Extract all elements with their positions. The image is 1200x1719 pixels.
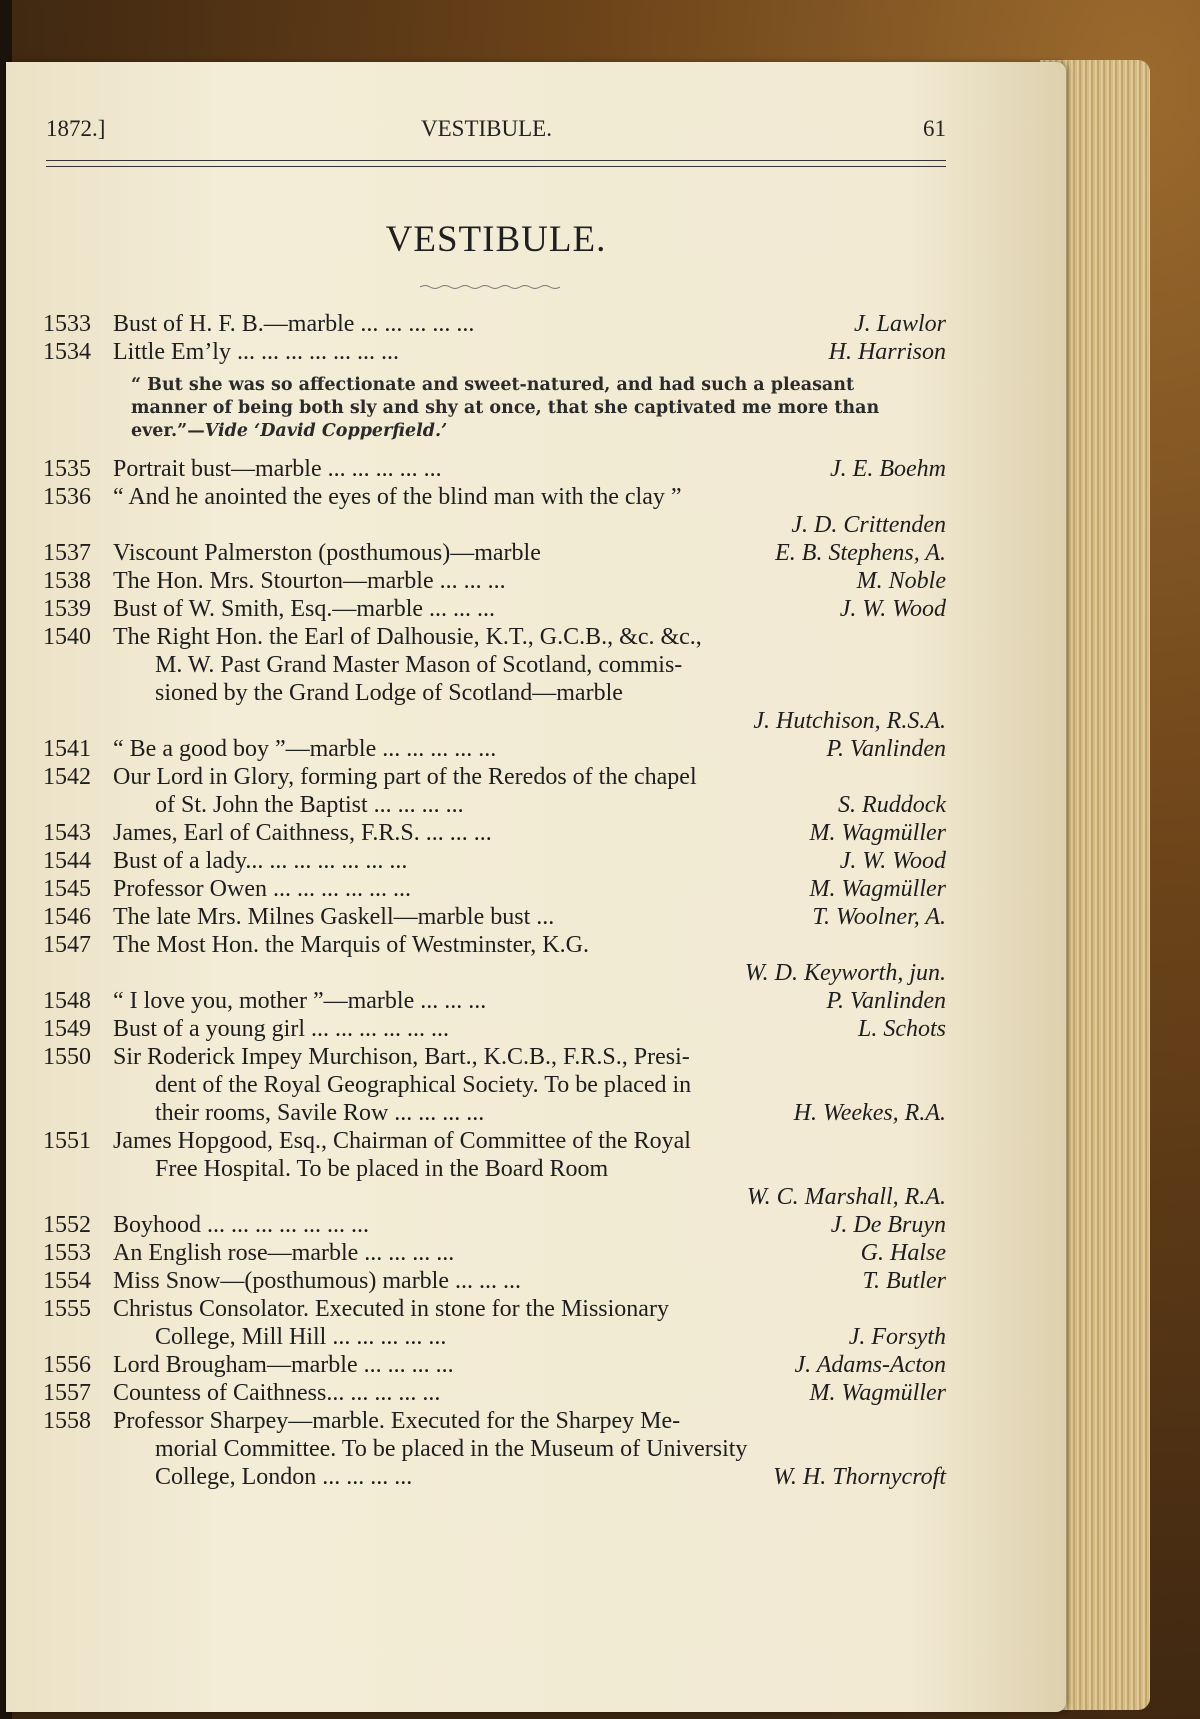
entry-title: Viscount Palmerston (posthumous)—marble — [113, 540, 541, 566]
entry-line — [43, 1155, 946, 1183]
entry-number: 1548 — [43, 988, 91, 1014]
entry-artist: M. Wagmüller — [809, 1380, 946, 1406]
entry-line — [43, 1295, 946, 1323]
entry-line — [43, 1071, 946, 1099]
entry-title: of St. John the Baptist ... ... ... ... — [155, 792, 464, 818]
entry-line — [43, 1183, 946, 1211]
quote-text: “ But she was so affectionate and sweet-natured, and had such a pleasant manner of being both sly and shy at once, that she captivated me more than ever.”— — [131, 375, 880, 441]
entry-line — [43, 735, 946, 763]
entry-line — [43, 1463, 946, 1491]
entry-line — [43, 987, 946, 1015]
entry-line — [43, 847, 946, 875]
entry-title: Professor Owen ... ... ... ... ... ... — [113, 876, 411, 902]
entry-artist: J. W. Wood — [839, 848, 946, 874]
entry-line — [43, 1267, 946, 1295]
entry-number: 1552 — [43, 1212, 91, 1238]
catalogue-entries — [43, 310, 946, 1491]
entry-artist: J. Adams-Acton — [794, 1352, 946, 1378]
entry-line — [43, 595, 946, 623]
entry-line — [43, 791, 946, 819]
entry-artist: E. B. Stephens, A. — [775, 540, 946, 566]
entry-title: sioned by the Grand Lodge of Scotland—marble — [155, 680, 623, 706]
entry-title: An English rose—marble ... ... ... ... — [113, 1240, 455, 1266]
entry-number: 1537 — [43, 540, 91, 566]
entry-number: 1554 — [43, 1268, 91, 1294]
entry-number: 1533 — [43, 311, 91, 337]
entry-line — [43, 1043, 946, 1071]
entry-artist: T. Butler — [862, 1268, 946, 1294]
entry-line — [43, 455, 946, 483]
entry-title: James Hopgood, Esq., Chairman of Committee of the Royal — [113, 1128, 691, 1154]
entry-number: 1551 — [43, 1128, 91, 1154]
entry-line — [43, 1239, 946, 1267]
entry-title: Bust of W. Smith, Esq.—marble ... ... ... — [113, 596, 496, 622]
entry-number: 1549 — [43, 1016, 91, 1042]
entry-number: 1539 — [43, 596, 91, 622]
page-number: 61 — [923, 116, 946, 141]
entry-title: Lord Brougham—marble ... ... ... ... — [113, 1352, 454, 1378]
entry-title: The Hon. Mrs. Stourton—marble ... ... ... — [113, 568, 506, 594]
entry-line — [43, 651, 946, 679]
entry-title: The Right Hon. the Earl of Dalhousie, K.T., G.C.B., &c. &c., — [113, 624, 702, 650]
entry-title: Free Hospital. To be placed in the Board Room — [155, 1156, 609, 1182]
entry-title: “ I love you, mother ”—marble ... ... ... — [113, 988, 487, 1014]
entry-title: Portrait bust—marble ... ... ... ... ... — [113, 456, 442, 482]
entry-line — [43, 1015, 946, 1043]
entry-title: “ And he anointed the eyes of the blind man with the clay ” — [113, 484, 682, 510]
entry-title: Bust of H. F. B.—marble ... ... ... ... ... — [113, 311, 475, 337]
double-rule — [46, 160, 946, 167]
entry-line — [43, 931, 946, 959]
entry-line — [43, 1435, 946, 1463]
entry-title: College, London ... ... ... ... — [155, 1464, 413, 1490]
entry-line — [43, 567, 946, 595]
entry-number: 1557 — [43, 1380, 91, 1406]
entry-title: Bust of a lady... ... ... ... ... ... ... — [113, 848, 408, 874]
entry-title: The late Mrs. Milnes Gaskell—marble bust ... — [113, 904, 555, 930]
entry-number: 1534 — [43, 339, 91, 365]
entry-line — [43, 1127, 946, 1155]
entry-line — [43, 1099, 946, 1127]
entry-artist: J. Lawlor — [853, 311, 946, 337]
entry-number: 1555 — [43, 1296, 91, 1322]
entry-line — [43, 959, 946, 987]
entry-number: 1550 — [43, 1044, 91, 1070]
entry-artist: L. Schots — [857, 1016, 946, 1042]
entry-line — [43, 310, 946, 338]
entry-number: 1546 — [43, 904, 91, 930]
entry-artist: W. C. Marshall, R.A. — [746, 1184, 946, 1210]
entry-number: 1536 — [43, 484, 91, 510]
running-head-title: VESTIBULE. — [421, 116, 552, 141]
entry-line — [43, 338, 946, 366]
entry-title: Little Em’ly ... ... ... ... ... ... ... — [113, 339, 399, 365]
wavy-ornament — [420, 284, 560, 290]
entry-artist: J. De Bruyn — [830, 1212, 946, 1238]
entry-artist: J. Forsyth — [848, 1324, 946, 1350]
running-head-year: 1872.] — [46, 116, 106, 141]
entry-number: 1543 — [43, 820, 91, 846]
entry-line — [43, 1211, 946, 1239]
entry-number: 1535 — [43, 456, 91, 482]
entry-line — [43, 483, 946, 511]
entry-line — [43, 1379, 946, 1407]
entry-title: Sir Roderick Impey Murchison, Bart., K.C.B., F.R.S., Presi- — [113, 1044, 690, 1070]
entry-artist: J. E. Boehm — [830, 456, 946, 482]
entry-line — [43, 511, 946, 539]
entry-line — [43, 1323, 946, 1351]
quote-source: Vide ‘David Copperfield.’ — [204, 421, 448, 441]
entry-line — [43, 819, 946, 847]
entry-artist: J. D. Crittenden — [791, 512, 946, 538]
entry-number: 1558 — [43, 1408, 91, 1434]
entry-title: The Most Hon. the Marquis of Westminster, K.G. — [113, 932, 589, 958]
entry-number: 1545 — [43, 876, 91, 902]
entry-number: 1541 — [43, 736, 91, 762]
entry-line — [43, 903, 946, 931]
entry-number: 1547 — [43, 932, 91, 958]
entry-title: James, Earl of Caithness, F.R.S. ... ... ... — [113, 820, 492, 846]
entry-artist: M. Wagmüller — [809, 820, 946, 846]
entry-artist: M. Noble — [856, 568, 946, 594]
entry-artist: S. Ruddock — [838, 792, 946, 818]
entry-title: “ Be a good boy ”—marble ... ... ... ... ... — [113, 736, 497, 762]
entry-artist: T. Woolner, A. — [812, 904, 946, 930]
entry-line — [43, 1351, 946, 1379]
entry-title: their rooms, Savile Row ... ... ... ... — [155, 1100, 485, 1126]
entry-title: Bust of a young girl ... ... ... ... ... ... — [113, 1016, 449, 1042]
entry-number: 1544 — [43, 848, 91, 874]
entry-line — [43, 623, 946, 651]
entry-line — [43, 679, 946, 707]
entry-title: College, Mill Hill ... ... ... ... ... — [155, 1324, 447, 1350]
entry-artist: H. Weekes, R.A. — [793, 1100, 946, 1126]
entry-artist: P. Vanlinden — [826, 736, 946, 762]
running-head — [46, 116, 946, 150]
entry-artist: J. W. Wood — [839, 596, 946, 622]
entry-number: 1542 — [43, 764, 91, 790]
entry-number: 1540 — [43, 624, 91, 650]
entry-title: Miss Snow—(posthumous) marble ... ... ... — [113, 1268, 521, 1294]
entry-artist: W. H. Thornycroft — [773, 1464, 946, 1490]
entry-title: Boyhood ... ... ... ... ... ... ... — [113, 1212, 370, 1238]
entry-title: Our Lord in Glory, forming part of the Reredos of the chapel — [113, 764, 697, 790]
entry-title: dent of the Royal Geographical Society. To be placed in — [155, 1072, 692, 1098]
entry-artist: W. D. Keyworth, jun. — [744, 960, 946, 986]
entry-line — [43, 707, 946, 735]
section-heading: VESTIBULE. — [385, 219, 607, 260]
entry-artist: J. Hutchison, R.S.A. — [753, 708, 946, 734]
entry-artist: G. Halse — [860, 1240, 946, 1266]
entry-line — [43, 539, 946, 567]
entry-artist: M. Wagmüller — [809, 876, 946, 902]
entry-title: morial Committee. To be placed in the Museum of University — [155, 1436, 748, 1462]
entry-artist: H. Harrison — [828, 339, 946, 365]
entry-artist: P. Vanlinden — [826, 988, 946, 1014]
entry-line — [43, 875, 946, 903]
entry-title: Professor Sharpey—marble. Executed for the Sharpey Me- — [113, 1408, 681, 1434]
entry-title: Christus Consolator. Executed in stone for the Missionary — [113, 1296, 669, 1322]
entry-number: 1556 — [43, 1352, 91, 1378]
entry-title: Countess of Caithness... ... ... ... ... — [113, 1380, 441, 1406]
entry-line — [43, 1407, 946, 1435]
entry-title: M. W. Past Grand Master Mason of Scotland, commis- — [155, 652, 683, 678]
entry-quote — [131, 374, 901, 443]
entry-number: 1553 — [43, 1240, 91, 1266]
entry-number: 1538 — [43, 568, 91, 594]
entry-line — [43, 763, 946, 791]
